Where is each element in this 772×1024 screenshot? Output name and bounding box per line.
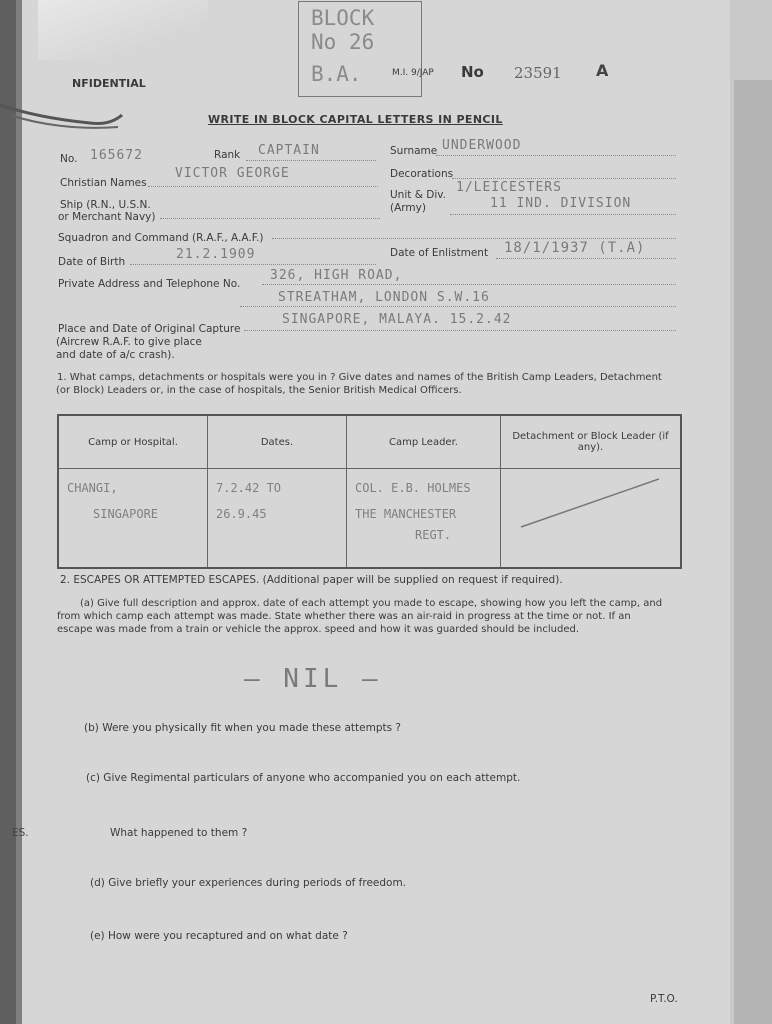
question-2d: (d) Give briefly your experiences during periods of freedom. [90,877,407,889]
christian-names-value: VICTOR GEORGE [175,166,290,181]
leader-line-3: REGT. [415,528,452,542]
camp-table [57,414,682,569]
dob-label: Date of Birth [58,256,126,268]
address-label: Private Address and Telephone No. [58,278,241,290]
confidential-label: NFIDENTIAL [72,77,146,90]
back-pages-shadow [734,80,772,1024]
surname-label: Surname [390,145,438,157]
ship-label-2: or Merchant Navy) [58,211,156,223]
stamp-line-2: No 26 [311,30,375,54]
service-number: 165672 [90,148,143,163]
pto-label: P.T.O. [650,993,678,1005]
capture-value: SINGAPORE, MALAYA. 15.2.42 [282,312,512,327]
address-line-2: STREATHAM, LONDON S.W.16 [278,290,490,305]
christian-names-label: Christian Names [60,177,147,189]
table-header-row [58,415,681,469]
camp-line-2: SINGAPORE [93,507,159,521]
unit-value-1: 1/LEICESTERS [456,180,562,195]
squadron-label: Squadron and Command (R.A.F., A.A.F.) [58,232,264,244]
rank-value: CAPTAIN [258,143,320,158]
column-header-camp: Camp or Hospital. [58,415,208,469]
margin-text: ES. [12,827,29,839]
dates-line-2: 26.9.45 [216,507,267,521]
no-label: No. [60,153,78,165]
ship-label-1: Ship (R.N., U.S.N. [60,199,151,211]
unit-label-1: Unit & Div. [390,189,446,201]
form-reference: M.I. 9/JAP [392,68,434,78]
decorations-label: Decorations [390,168,454,180]
leader-cell [347,469,501,569]
question-1-line-1: 1. What camps, detachments or hospitals were you in ? Give dates and names of the British Camp Leaders, Detachment [57,372,662,383]
document-suffix: A [596,61,609,80]
dates-line-1: 7.2.42 TO [216,481,282,495]
column-header-detachment: Detachment or Block Leader (if any). [501,415,682,469]
leader-line-2: THE MANCHESTER [355,507,457,521]
address-line-1: 326, HIGH ROAD, [270,268,403,283]
rank-label: Rank [214,149,241,161]
camp-line-1: CHANGI, [67,481,118,495]
enlistment-value: 18/1/1937 (T.A) [504,240,646,256]
question-2c: (c) Give Regimental particulars of anyone who accompanied you on each attempt. [86,772,521,784]
dob-value: 21.2.1909 [176,247,256,262]
strike-line-icon [509,475,659,535]
stamp-line-3: B.A. [311,62,362,86]
question-1-line-2: (or Block) Leaders or, in the case of hospitals, the Senior British Medical Officers. [56,385,462,396]
question-2-heading: 2. ESCAPES OR ATTEMPTED ESCAPES. (Additional paper will be supplied on request if required). [60,574,563,586]
question-2e: (e) How were you recaptured and on what date ? [90,930,348,942]
question-2a-line-3: escape was made from a train or vehicle the approx. speed and how it was guarded should be included. [57,624,580,635]
stamp-line-1: BLOCK [311,6,375,30]
question-2a-line-1: (a) Give full description and approx. date of each attempt you made to escape, showing how you left the camp, and [80,598,663,609]
escape-answer: — NIL — [244,664,382,694]
capture-label-2: (Aircrew R.A.F. to give place [56,336,202,348]
column-header-leader: Camp Leader. [347,415,501,469]
number-label: No [461,63,484,81]
block-stamp [298,1,422,97]
string-tie-icon [0,85,140,145]
surname-value: UNDERWOOD [442,138,522,153]
capture-label-1: Place and Date of Original Capture [58,323,241,335]
form-instruction: WRITE IN BLOCK CAPITAL LETTERS IN PENCIL [208,113,503,126]
unit-value-2: 11 IND. DIVISION [490,196,632,211]
capture-label-3: and date of a/c crash). [56,349,175,361]
unit-label-2: (Army) [390,202,426,214]
detachment-cell [501,469,682,569]
leader-line-1: COL. E.B. HOLMES [355,481,471,495]
camp-cell [58,469,208,569]
enlistment-label: Date of Enlistment [390,247,489,259]
question-2a-line-2: from which camp each attempt was made. State whether there was an air-raid in progress at the time or not. If an [57,611,631,622]
dates-cell [208,469,347,569]
question-2c-sub: What happened to them ? [110,827,248,839]
document-number: 23591 [514,64,562,82]
column-header-dates: Dates. [208,415,347,469]
table-row [58,469,681,569]
question-2b: (b) Were you physically fit when you made these attempts ? [84,722,401,734]
folded-corner [38,0,208,60]
